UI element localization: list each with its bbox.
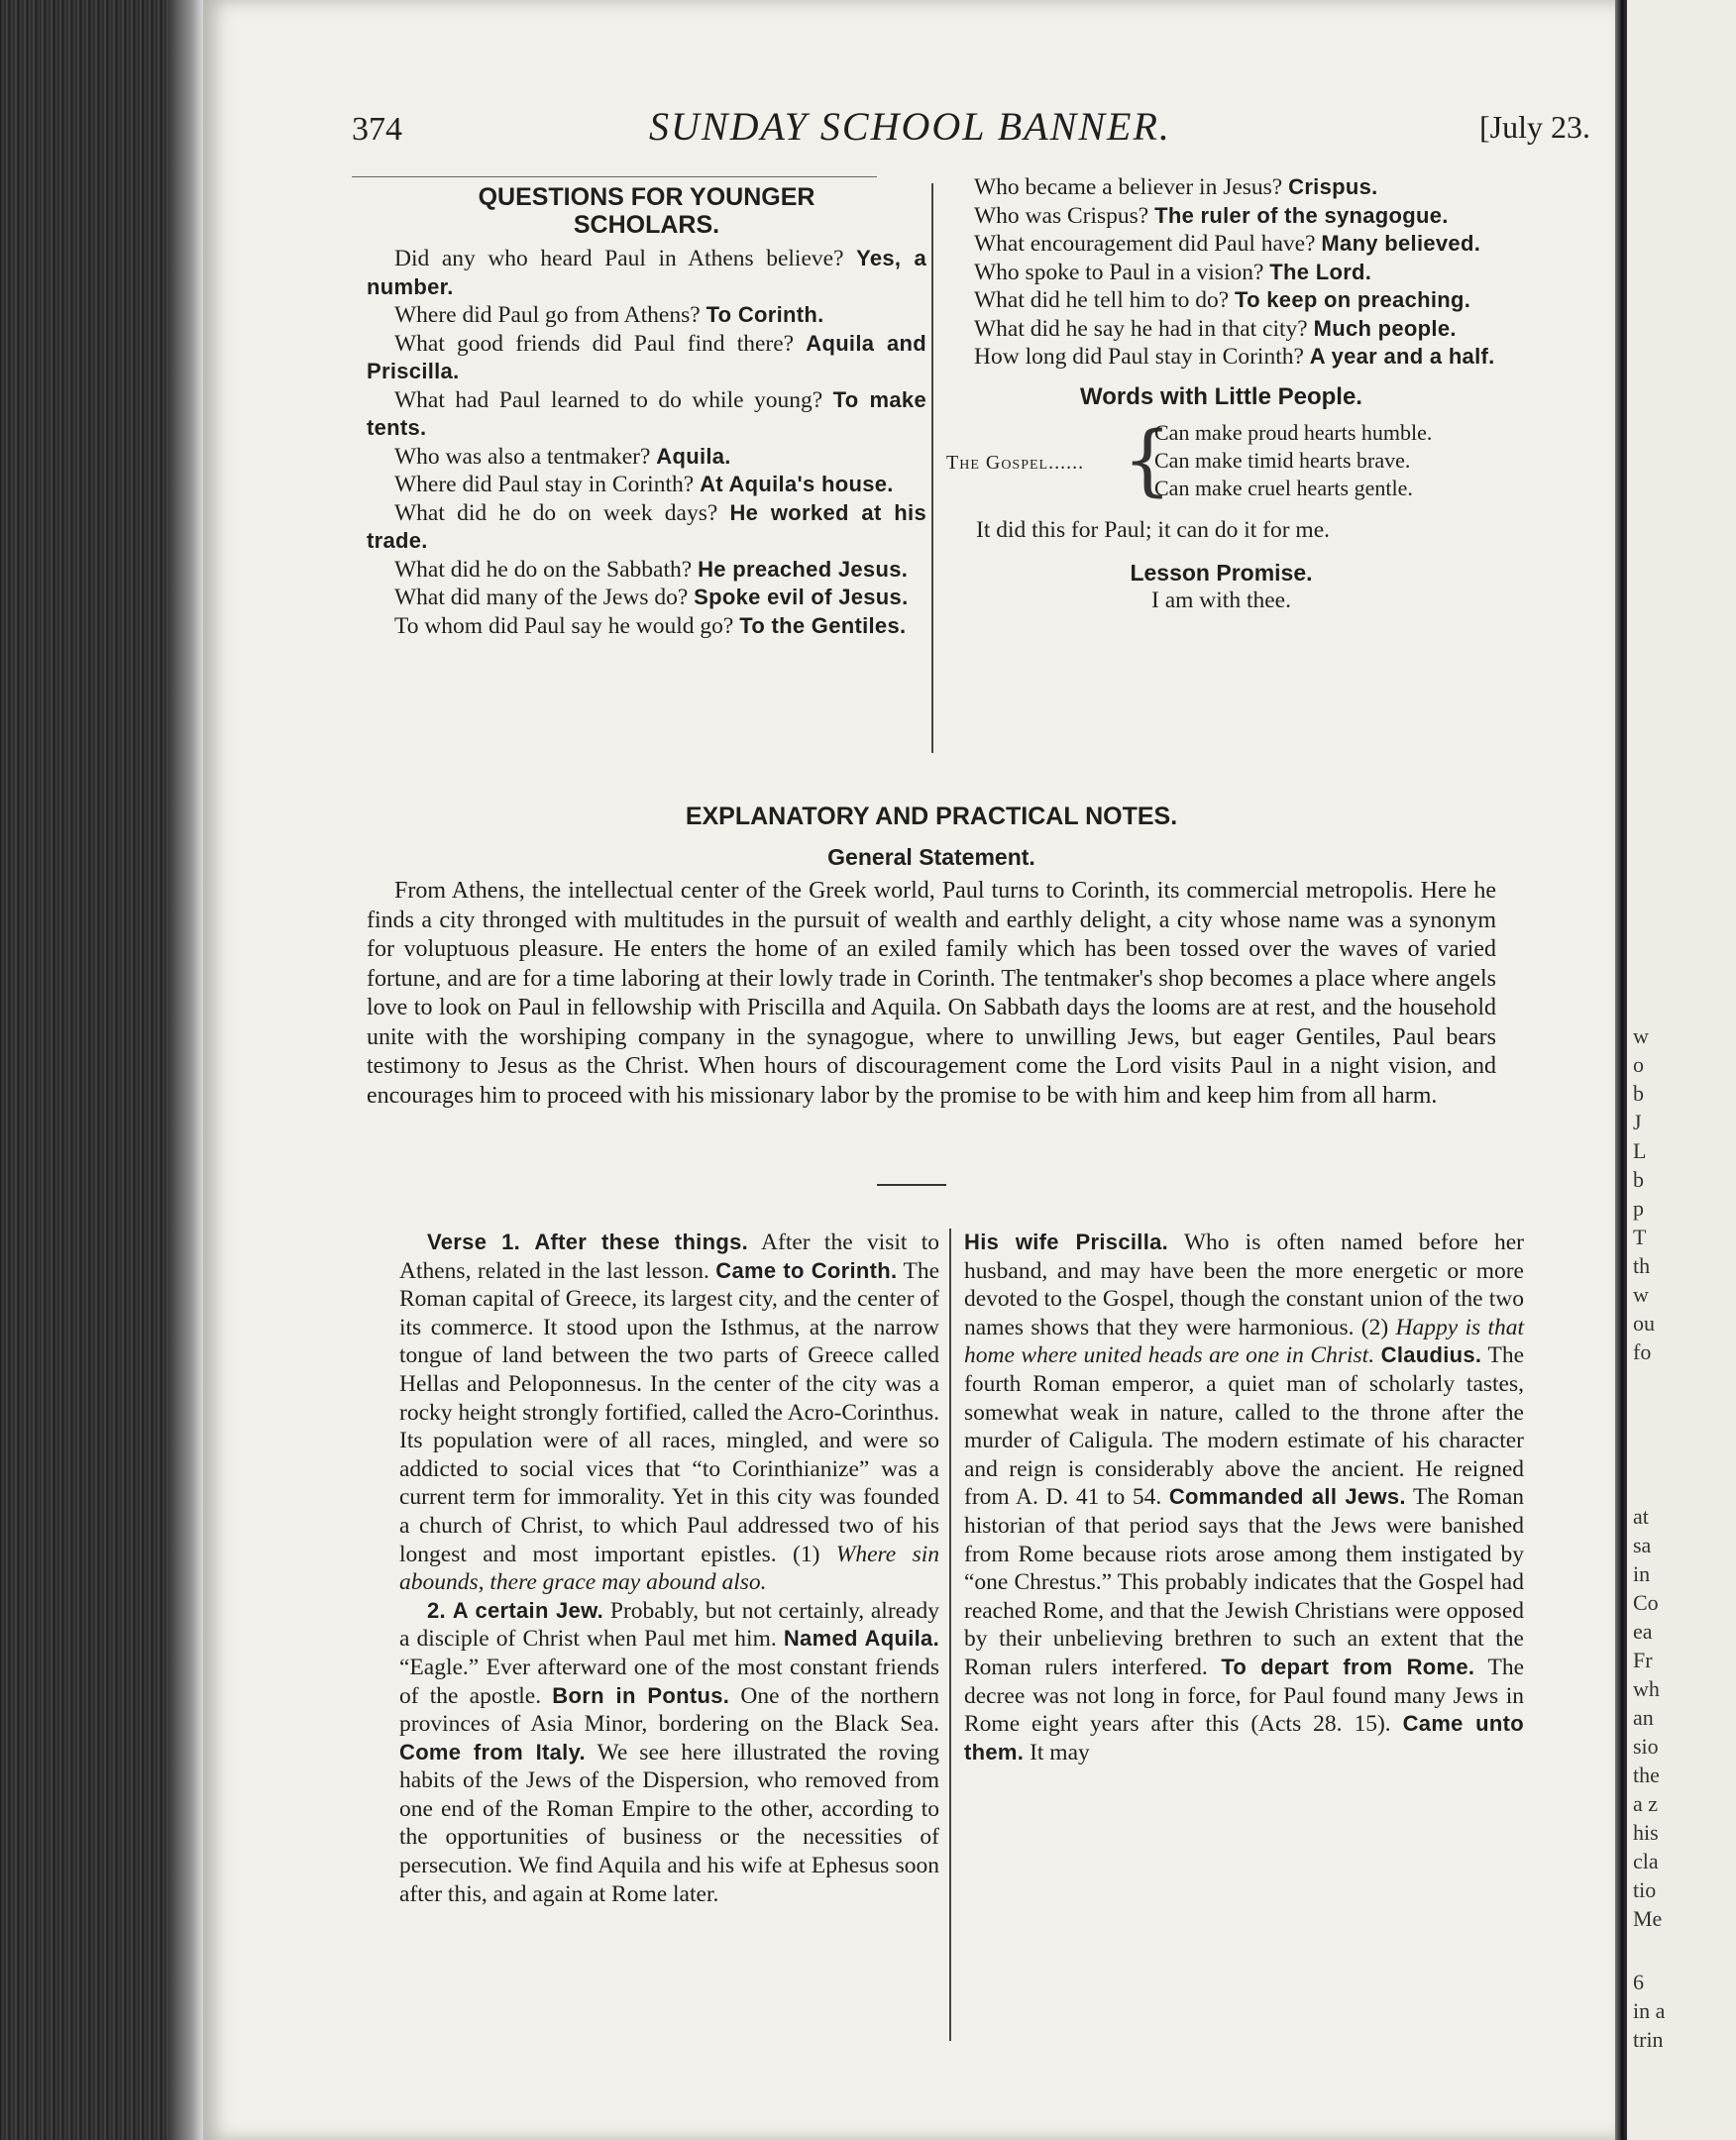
words-heading: Words with Little People. [1080, 382, 1362, 410]
adjacent-page-fragment: sa [1633, 1533, 1652, 1557]
question-item [946, 315, 1496, 344]
note-heading: After these things. [534, 1230, 749, 1254]
note-text: The Roman historian of that period says that the Jews were banished from Rome because riots arose among them instigated by “one Chrestus.” This probably indicates that the Gospel had reached Rome, and that the Jewish Christians were opposed by their unbelieving brethren to such an extent that the Roman rulers interfered. [964, 1484, 1525, 1680]
gospel-line: Can make cruel hearts gentle. [1154, 476, 1413, 500]
adjacent-page-fragment: Me [1633, 1906, 1663, 1931]
adjacent-page-fragment: J [1633, 1110, 1642, 1134]
note-heading: Commanded all Jews. [1168, 1484, 1406, 1510]
question-item [367, 301, 926, 330]
question-text: What did he do on the Sabbath? [394, 556, 693, 583]
lesson-promise-text: I am with thee. [1151, 588, 1291, 613]
questions-column-right [946, 173, 1496, 615]
adjacent-page-fragment: sio [1633, 1734, 1659, 1759]
question-item [367, 556, 926, 585]
note-heading: Claudius. [1380, 1342, 1482, 1368]
answer-text: Spoke evil of Jesus. [694, 585, 909, 609]
note-emphasis: Happy is that home where united heads are one in Christ. [964, 1314, 1525, 1369]
question-text: Did any who heard Paul in Athens believe? [394, 246, 844, 271]
note-heading: A certain Jew. [452, 1597, 604, 1623]
questions-list-right [946, 173, 1496, 372]
section-divider [877, 1184, 946, 1186]
question-text: To whom did Paul say he would go? [394, 612, 734, 639]
page-header [352, 99, 1590, 159]
question-text: Who became a believer in Jesus? [974, 174, 1283, 200]
question-text: What had Paul learned to do while young? [394, 386, 823, 413]
question-text: Who was Crispus? [974, 202, 1149, 229]
adjacent-page-fragment: Fr [1633, 1648, 1653, 1672]
question-text: Who was also a tentmaker? [394, 443, 651, 470]
question-item [946, 343, 1496, 372]
adjacent-page-fragment: ou [1633, 1311, 1655, 1336]
adjacent-page-fragment: w [1633, 1282, 1649, 1307]
question-text: Who spoke to Paul in a vision? [974, 259, 1264, 285]
note-heading: Come from Italy. [399, 1739, 586, 1765]
words-closing: It did this for Paul; it can do it for me. [976, 517, 1331, 543]
note-heading: Came unto them. [964, 1711, 1525, 1765]
note-heading: To depart from Rome. [1221, 1654, 1475, 1679]
answer-text: To keep on preaching. [1235, 287, 1471, 312]
question-item [367, 443, 926, 472]
answer-text: Aquila and Priscilla. [367, 330, 926, 383]
column-divider-top [931, 183, 933, 753]
gospel-block [946, 416, 1496, 508]
question-item [367, 330, 926, 386]
adjacent-page-fragment: th [1633, 1253, 1651, 1278]
adjacent-page-fragment: tio [1633, 1877, 1657, 1902]
note-text: Who is often named before her husband, and may have been the more energetic or more devoted to the Gospel, though the constant union of the two names shows that they were harmonious. (2) [964, 1230, 1525, 1340]
answer-text: Much people. [1313, 315, 1457, 341]
general-statement-text: From Athens, the intellectual center of the Greek world, Paul turns to Corinth, its commercial metropolis. Here he finds a city thronged with multitudes in the pursuit of wealth and earthly delight, a city whose name was a synonym for voluptuous pleasure. He enters the home of an exiled family which has been tossed over the waves of varied fortune, and are for a time laboring at their lowly trade in Corinth. The tentmaker's shop becomes a place where angels love to look on Paul in fellowship with Priscilla and Aquila. On Sabbath days the looms are at rest, and the household unite with the worshiping company in the synagogue, where to unwilling Jews, but eager Gentiles, Paul bears testimony to Jesus as the Christ. When hours of discouragement come the Lord visits Paul in a night vision, and encourages him to proceed with his missionary labor by the promise to be with him and keep him from all harm. [367, 878, 1496, 1109]
adjacent-page [1627, 0, 1736, 2140]
gospel-label: The Gospel...... [946, 452, 1085, 474]
adjacent-page-fragment: a z [1633, 1791, 1659, 1816]
answer-text: To the Gentiles. [739, 612, 907, 638]
questions-heading: QUESTIONS FOR YOUNGER SCHOLARS. [478, 183, 815, 239]
question-text: Where did Paul go from Athens? [394, 302, 701, 328]
verse-1 [399, 1229, 939, 1597]
question-text: Where did Paul stay in Corinth? [394, 472, 695, 497]
answer-text: The ruler of the synagogue. [1154, 202, 1449, 228]
adjacent-page-fragment: b [1633, 1081, 1644, 1106]
answer-text: He worked at his trade. [367, 499, 926, 553]
adjacent-page-fragment: b [1633, 1167, 1644, 1192]
verse-notes-col-b [964, 1229, 1524, 1766]
page-gutter [1615, 0, 1627, 2140]
answer-text: To Corinth. [705, 302, 824, 327]
adjacent-page-fragment: 6 [1633, 1970, 1644, 1994]
page-number: 374 [352, 111, 402, 148]
brace-glyph: { [1123, 416, 1172, 505]
note-text: We see here illustrated the roving habits of the Jews of the Dispersion, who removed from one end of the Roman Empire to the other, according to the opportunities of business or the necessities of persecution. We find Aquila and his wife at Ephesus soon after this, and again at Rome later. [399, 1739, 939, 1907]
adjacent-page-fragment: ea [1633, 1619, 1653, 1644]
gospel-line: Can make proud hearts humble. [1154, 420, 1433, 445]
note-text: Probably, but not certainly, already a disciple of Christ when Paul met him. [399, 1597, 939, 1653]
answer-text: Aquila. [656, 443, 731, 469]
general-statement-heading: General Statement. [827, 843, 1035, 870]
adjacent-page-fragment: an [1633, 1705, 1654, 1730]
note-heading: His wife Priscilla. [964, 1230, 1169, 1254]
answer-text: The Lord. [1269, 259, 1372, 284]
adjacent-page-fragment: Co [1633, 1590, 1659, 1615]
gospel-line: Can make timid hearts brave. [1154, 448, 1411, 473]
verse-label: 2. [427, 1597, 446, 1623]
adjacent-page-fragment: at [1633, 1504, 1649, 1529]
question-text: What encouragement did Paul have? [974, 231, 1316, 257]
note-text: After the visit to Athens, related in the last lesson. [399, 1230, 939, 1284]
answer-text: He preached Jesus. [698, 556, 909, 582]
adjacent-page-fragment: his [1633, 1820, 1659, 1845]
note-text: It may [1030, 1739, 1090, 1766]
adjacent-page-fragment: cla [1633, 1849, 1659, 1873]
lesson-promise-heading: Lesson Promise. [1130, 559, 1313, 586]
adjacent-page-fragment: the [1633, 1763, 1660, 1787]
notes-heading: EXPLANATORY AND PRACTICAL NOTES. [685, 802, 1178, 830]
note-heading: Born in Pontus. [552, 1682, 730, 1708]
gospel-lines [1154, 419, 1432, 502]
adjacent-page-fragment: L [1633, 1138, 1647, 1163]
note-heading: Came to Corinth. [715, 1257, 898, 1283]
question-item [367, 471, 926, 499]
question-text: What did he tell him to do? [974, 287, 1230, 313]
verse-2-continued [964, 1229, 1524, 1766]
header-rule-left [352, 176, 877, 177]
question-item [946, 202, 1496, 231]
note-heading: Named Aquila. [783, 1626, 939, 1652]
note-text: The decree was not long in force, for Paul found many Jews in Rome eight years after this (Acts 28. 15). [964, 1654, 1525, 1738]
adjacent-page-fragment: trin [1633, 2027, 1664, 2052]
verse-2 [399, 1597, 939, 1909]
adjacent-page-fragment: in a [1633, 1998, 1666, 2023]
question-item [367, 584, 926, 612]
adjacent-page-fragment: in [1633, 1561, 1651, 1586]
adjacent-page-fragment: o [1633, 1052, 1644, 1077]
question-item [946, 286, 1496, 315]
question-text: What did he do on week days? [394, 499, 718, 526]
verse-label: Verse 1. [427, 1230, 521, 1254]
adjacent-page-fragment: w [1633, 1023, 1649, 1048]
questions-list-left [367, 245, 926, 640]
answer-text: Yes, a number. [367, 246, 926, 299]
adjacent-page-fragment: wh [1633, 1676, 1660, 1701]
notes-section [367, 802, 1496, 1111]
issue-date: [July 23. [1479, 109, 1590, 145]
question-item [367, 612, 926, 641]
answer-text: To make tents. [367, 386, 926, 440]
verse-notes-col-a [399, 1229, 939, 1908]
question-item [367, 245, 926, 301]
question-text: What did many of the Jews do? [394, 585, 689, 610]
question-text: What good friends did Paul find there? [394, 330, 795, 357]
note-text: “Eagle.” Ever afterward one of the most constant friends of the apostle. [399, 1654, 939, 1709]
adjacent-page-fragment: T [1633, 1225, 1647, 1249]
note-text: One of the northern provinces of Asia Minor, bordering on the Black Sea. [399, 1682, 939, 1738]
question-text: What did he say he had in that city? [974, 315, 1308, 342]
note-text: The Roman capital of Greece, its largest city, and the center of its commerce. It stood upon the Isthmus, at the narrow tongue of land between the two parts of Greece called Hellas and Peloponnesus. In the center of the city was a rocky height strongly fortified, called the Acro-Corinthus. Its population were of all races, mingled, and were so addicted to social vices that “to Corinthianize” was a current term for immorality. Yet in this city was founded a church of Christ, to which Paul addressed two of his longest and most important epistles. (1) [399, 1257, 940, 1567]
question-item [946, 173, 1496, 202]
note-text: The fourth Roman emperor, a quiet man of scholarly tastes, somewhat weak in nature, called to the throne after the murder of Caligula. The modern estimate of his character and reign is considerably above the ancient. He reigned from A. D. 41 to 54. [964, 1342, 1525, 1511]
adjacent-page-fragment: p [1633, 1196, 1644, 1221]
question-item [946, 230, 1496, 259]
note-emphasis: Where sin abounds, there grace may abound also. [399, 1541, 940, 1596]
answer-text: At Aquila's house. [700, 472, 894, 496]
answer-text: Many believed. [1321, 231, 1481, 256]
question-item [946, 259, 1496, 287]
questions-column [367, 183, 926, 640]
book-page-edges [168, 0, 203, 2140]
running-title: SUNDAY SCHOOL BANNER. [649, 104, 1171, 149]
answer-text: Crispus. [1288, 174, 1378, 199]
answer-text: A year and a half. [1309, 344, 1495, 369]
verse-column-divider [949, 1229, 951, 2041]
question-item [367, 499, 926, 556]
question-text: How long did Paul stay in Corinth? [974, 344, 1304, 370]
question-item [367, 386, 926, 443]
adjacent-page-fragment: fo [1633, 1339, 1652, 1364]
